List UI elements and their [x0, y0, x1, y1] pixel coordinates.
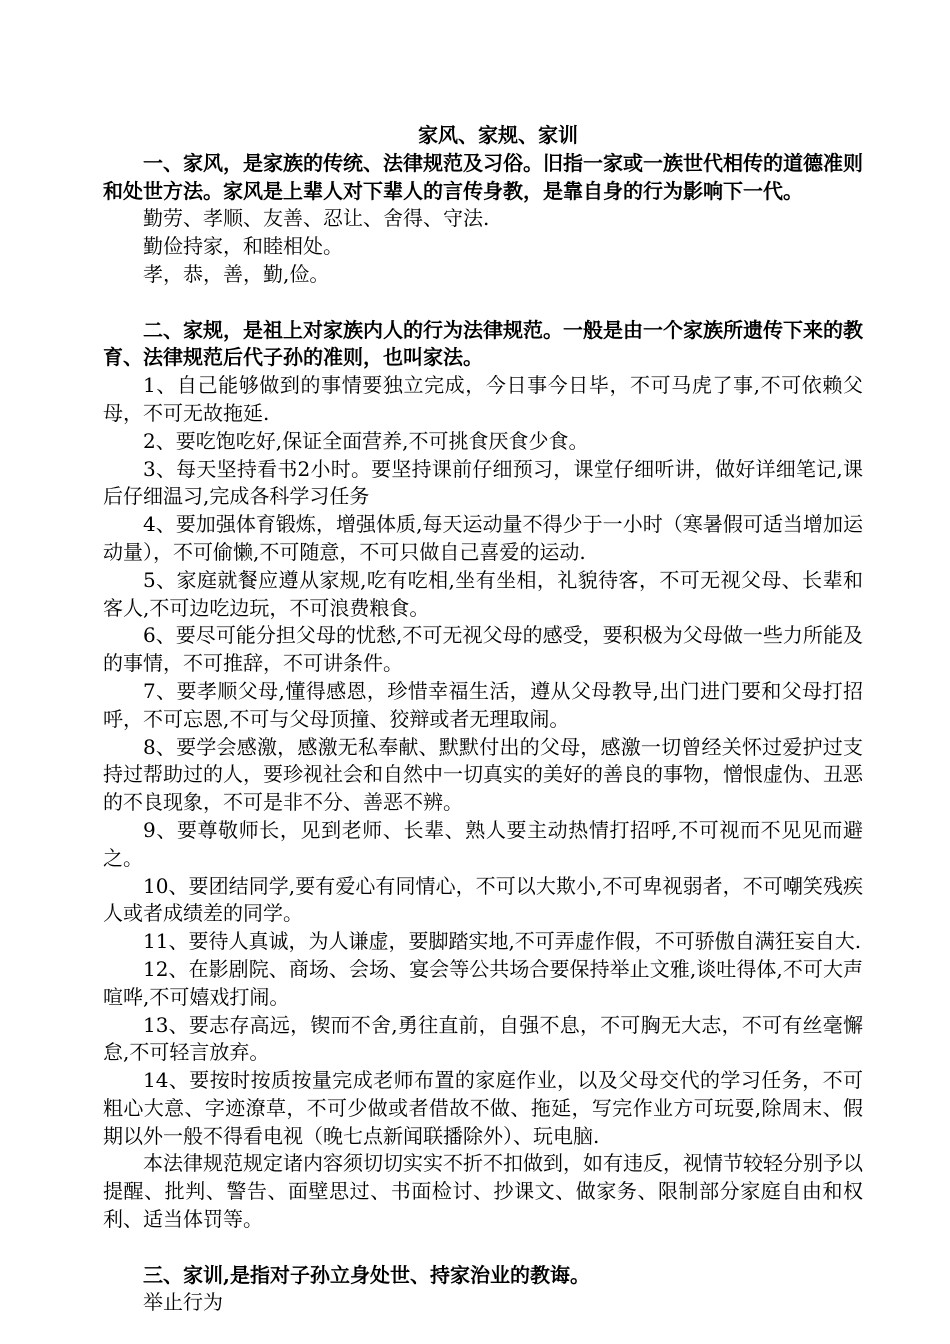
section-heading-family-teachings: 三、家训,是指对子孙立身处世、持家治业的教诲。 — [143, 1262, 590, 1287]
document-title: 家风、家规、家训 — [418, 123, 578, 147]
family-rule-item: 2、要吃饱吃好,保证全面营养,不可挑食厌食少食。 — [143, 428, 589, 453]
family-rule-item: 8、要学会感激，感激无私奉献、默默付出的父母，感激一切曾经关怀过爱护过支持过帮助过的人，要珍视社会和自然中一切真实的美好的善良的事物，憎恨虚伪、丑恶的不良现象，不可是非不分、善恶不辨。 — [103, 734, 863, 815]
family-rules-closing: 本法律规范规定诸内容须切切实实不折不扣做到，如有违反，视情节较轻分别予以提醒、批判、警告、面壁思过、书面检讨、抄课文、做家务、限制部分家庭自由和权利、适当体罚等。 — [103, 1151, 863, 1232]
family-rule-item: 10、要团结同学,要有爱心有同情心，不可以大欺小,不可卑视弱者，不可嘲笑残疾人或者成绩差的同学。 — [103, 873, 863, 926]
family-rule-item: 7、要孝顺父母,懂得感恩，珍惜幸福生活，遵从父母教导,出门进门要和父母打招呼，不可忘恩,不可与父母顶撞、狡辩或者无理取闹。 — [103, 678, 863, 731]
spacer — [103, 289, 863, 317]
family-rule-item: 9、要尊敬师长，见到老师、长辈、熟人要主动热情打招呼,不可视而不见见而避之。 — [103, 817, 863, 870]
spacer — [103, 1234, 863, 1262]
family-rule-item: 13、要志存高远，锲而不舍,勇往直前，自强不息，不可胸无大志，不可有丝毫懈怠,不可轻言放弃。 — [103, 1012, 863, 1065]
family-rule-item: 14、要按时按质按量完成老师布置的家庭作业，以及父母交代的学习任务，不可粗心大意、字迹潦草，不可少做或者借故不做、拖延，写完作业方可玩耍,除周末、假期以外一般不得看电视（晚七点新闻联播除外）、玩电脑. — [103, 1068, 863, 1148]
family-style-line: 勤劳、孝顺、友善、忍让、舍得、守法. — [143, 206, 490, 231]
section-heading-family-rules: 二、家规，是祖上对家族内人的行为法律规范。一般是由一个家族所遗传下来的教育、法律规范后代子孙的准则，也叫家法。 — [103, 317, 863, 370]
family-teachings-line: 举止行为 — [143, 1290, 223, 1315]
family-rule-item: 5、家庭就餐应遵从家规,吃有吃相,坐有坐相，礼貌待客，不可无视父母、长辈和客人,不可边吃边玩，不可浪费粮食。 — [103, 567, 863, 620]
family-rule-item: 6、要尽可能分担父母的忧愁,不可无视父母的感受，要积极为父母做一些力所能及的事情，不可推辞，不可讲条件。 — [103, 623, 863, 676]
family-rule-item: 1、自己能够做到的事情要独立完成，今日事今日毕，不可马虎了事,不可依赖父母，不可无故拖延. — [103, 373, 863, 425]
document-page — [103, 122, 863, 1317]
family-rule-item: 3、每天坚持看书2小时。要坚持课前仔细预习，课堂仔细听讲，做好详细笔记,课后仔细温习,完成各科学习任务 — [103, 456, 863, 509]
section-heading-family-style: 一、家风，是家族的传统、法律规范及习俗。旧指一家或一族世代相传的道德准则和处世方法。家风是上辈人对下辈人的言传身教，是靠自身的行为影响下一代。 — [103, 150, 863, 203]
family-style-line: 孝，恭，善，勤,俭。 — [143, 261, 330, 286]
family-style-line: 勤俭持家，和睦相处。 — [143, 234, 343, 259]
family-rule-item: 11、要待人真诚，为人谦虚，要脚踏实地,不可弄虚作假，不可骄傲自满狂妄自大. — [143, 929, 862, 954]
family-rule-item: 12、在影剧院、商场、会场、宴会等公共场合要保持举止文雅,谈吐得体,不可大声喧哗,不可嬉戏打闹。 — [103, 956, 863, 1009]
family-rule-item: 4、要加强体育锻炼，增强体质,每天运动量不得少于一小时（寒暑假可适当增加运动量），不可偷懒,不可随意，不可只做自己喜爱的运动. — [103, 512, 863, 564]
